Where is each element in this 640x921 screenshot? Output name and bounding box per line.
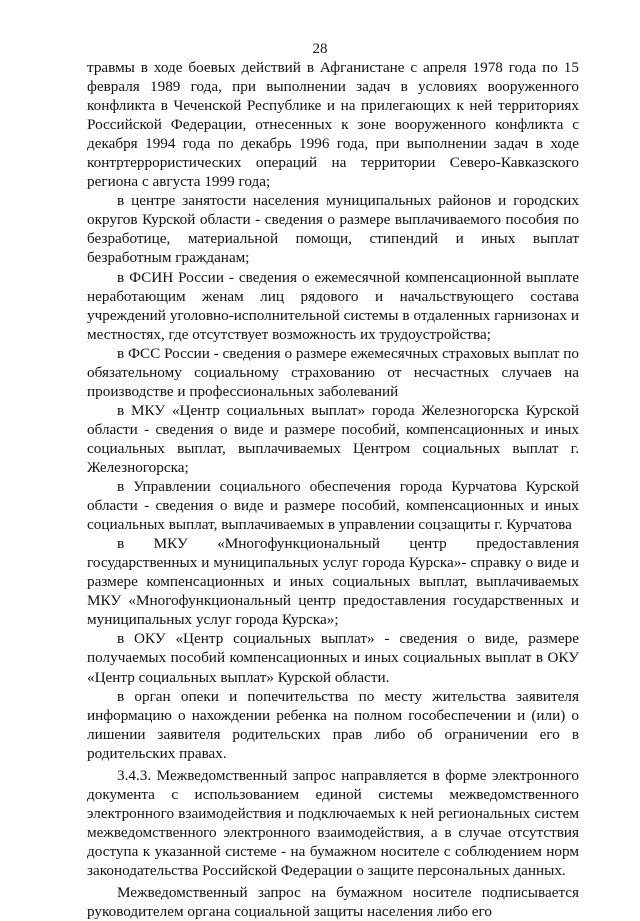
paragraph-3-4-3: 3.4.3. Межведомственный запрос направляется в форме электронного документа с использованием единой системы межведомственного электронного взаимодействия и подключаемых к ней региональных систем межведомственного электронного взаимодействия, а в случае отсутствия доступа к указанной системе - на бумажном носителе с соблюдением норм законодательства Российской Федерации о защите персональных данных. (87, 766, 579, 879)
paragraph-oku: в ОКУ «Центр социальных выплат» - сведения о виде, размере получаемых пособий компенсационных и иных социальных выплат в ОКУ «Центр социальных выплат» Курской области. (87, 630, 579, 686)
paragraph-mfc-kursk: в МКУ «Многофункциональный центр предоставления государственных и муниципальных услуг города Курска»- справку о виде и размере компенсационных и иных социальных выплат, выплачиваемых МКУ «Многофункциональный центр предоставления государственных и муниципальных услуг города Курска»; (87, 535, 579, 629)
paragraph-kurchatov: в Управлении социального обеспечения города Курчатова Курской области - сведения о виде и размере пособий, компенсационных и иных социальных выплат, выплачиваемых в управлении соцзащиты г. Курчатова (87, 478, 579, 534)
paragraph-fsin: в ФСИН России - сведения о ежемесячной компенсационной выплате неработающим женам лиц рядового и начальствующего состава учреждений уголовно-исполнительной системы в отдаленных гарнизонах и местностях, где отсутствует возможность их трудоустройства; (87, 268, 579, 343)
paragraph-continuation: травмы в ходе боевых действий в Афганистане с апреля 1978 года по 15 февраля 1989 года, при выполнении задач в условиях вооруженного конфликта в Чеченской Республике и на прилегающих к ней территориях Российской Федерации, отнесенных к зоне вооруженного конфликта с декабря 1994 года по декабрь 1996 года, при выполнении задач в ходе контртеррористических операций на территории Северо-Кавказского региона с августа 1999 года; (87, 59, 579, 191)
paragraph-paper-request: Межведомственный запрос на бумажном носителе подписывается руководителем органа социальной защиты населения либо его (87, 884, 579, 921)
paragraph-employment-center: в центре занятости населения муниципальных районов и городских округов Курской области - сведения о размере выплачиваемого пособия по безработице, материальной помощи, стипендий и иных выплат безработным гражданам; (87, 192, 579, 267)
page-number: 28 (312, 41, 328, 57)
document-body (87, 58, 579, 921)
paragraph-zheleznogorsk: в МКУ «Центр социальных выплат» города Железногорска Курской области - сведения о виде и размере пособий, компенсационных и иных социальных выплат, выплачиваемых Центром социальных выплат г. Железногорска; (87, 401, 579, 476)
paragraph-fss: в ФСС России - сведения о размере ежемесячных страховых выплат по обязательному социальному страхованию от несчастных случаев на производстве и профессиональных заболеваний (87, 344, 579, 400)
paragraph-guardianship: в орган опеки и попечительства по месту жительства заявителя информацию о нахождении ребенка на полном гособеспечении и (или) о лишении заявителя родительских прав либо об ограничении его в родительских правах. (87, 687, 579, 762)
